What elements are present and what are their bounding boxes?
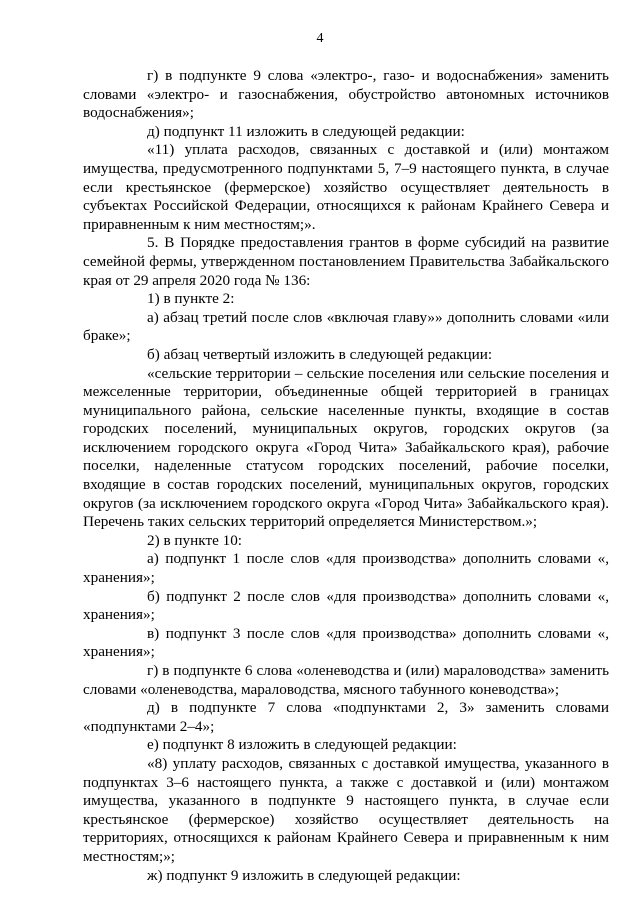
paragraph-item-2b: б) абзац четвертый изложить в следующей редакции:: [147, 345, 493, 363]
paragraph-subitem-11-heading: д) подпункт 11 изложить в следующей редакции:: [147, 122, 465, 140]
paragraph-subitem-8-text: «8) уплату расходов, связанных с доставкой имущества, указанного в подпунктах 3–6 настоящего пункта, а также с доставкой и (или) монтажом имущества, указанного в подпункте 9 настоящего пункта, в случае если крестьянское (фермерское) хозяйство осуществляет деятельность на территориях, относящихся к районам Крайнего Севера и приравненным к ним местностям;»;: [83, 754, 609, 865]
paragraph-section-5: 5. В Порядке предоставления грантов в форме субсидий на развитие семейной фермы, утвержденном постановлением Правительства Забайкальского края от 29 апреля 2020 года № 136:: [83, 234, 609, 289]
page-number: 4: [316, 31, 324, 46]
paragraph-item-10b: б) подпункт 2 после слов «для производства» дополнить словами «, хранения»;: [83, 587, 609, 624]
paragraph-item-10e: е) подпункт 8 изложить в следующей редакции:: [147, 736, 457, 754]
paragraph-amend-subitem-9: г) в подпункте 9 слова «электро-, газо- и водоснабжения» заменить словами «электро- и газоснабжения, обустройство автономных источников водоснабжения»;: [83, 67, 609, 122]
paragraph-item-10d: д) в подпункте 7 слова «подпунктами 2, 3» заменить словами «подпунктами 2–4»;: [83, 699, 609, 735]
paragraph-subitem-11-text: «11) уплата расходов, связанных с доставкой и (или) монтажом имущества, предусмотренного подпунктами 5, 7–9 настоящего пункта, в случае если крестьянское (фермерское) хозяйство осуществляет деятельность в субъектах Российской Федерации, относящихся к районам Крайнего Севера и приравненным к ним местностям;».: [83, 141, 609, 233]
paragraph-rural-territories: «сельские территории – сельские поселения или сельские поселения и межселенные территории, объединенные общей территорией в границах муниципального района, сельские населенные пункты, входящие в состав городских поселений, муниципальных округов, городских округов (за исключением городского округа «Город Чита» Забайкальского края), рабочие поселки, наделенные статусом городских поселений, рабочие поселки, входящие в состав городских поселений, муниципальных округов, городских округов (за исключением городского округа «Город Чита» Забайкальского края). Перечень таких сельских территорий определяется Министерством.»;: [83, 364, 609, 531]
paragraph-item-10-heading: 2) в пункте 10:: [147, 531, 243, 549]
paragraph-item-10zh: ж) подпункт 9 изложить в следующей редакции:: [147, 866, 461, 884]
paragraph-item-2a: а) абзац третий после слов «включая главу»» дополнить словами «или браке»;: [83, 308, 609, 345]
document-body: [83, 67, 609, 885]
paragraph-item-10v: в) подпункт 3 после слов «для производства» дополнить словами «, хранения»;: [83, 624, 609, 661]
paragraph-item-10a: а) подпункт 1 после слов «для производства» дополнить словами «, хранения»;: [83, 550, 609, 587]
paragraph-item-2-heading: 1) в пункте 2:: [147, 290, 235, 308]
paragraph-item-10g: г) в подпункте 6 слова «оленеводства и (или) мараловодства» заменить словами «оленеводства, мараловодства, мясного табунного коневодства»;: [83, 662, 609, 698]
